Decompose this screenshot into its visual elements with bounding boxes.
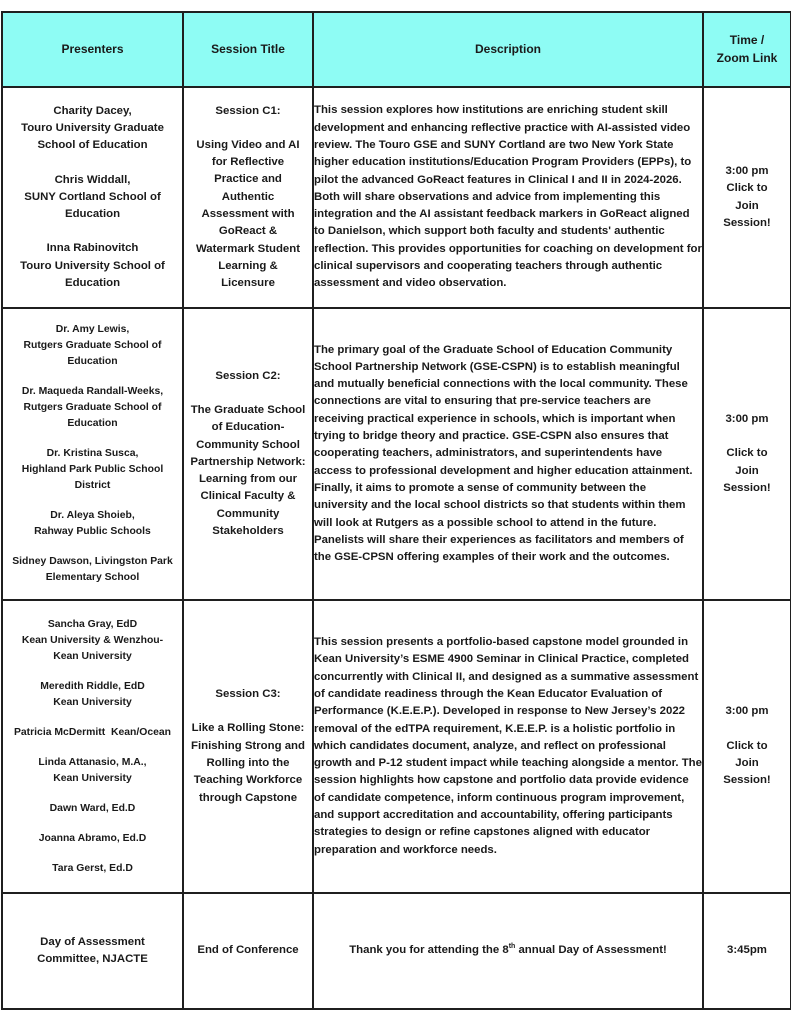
join-link-text[interactable]: Session! [723,216,771,229]
header-time-line2: Zoom Link [716,50,778,65]
description-cell: The primary goal of the Graduate School of Education Community School Partnership Network (GSE-CSPN) is to establish meaningful and mutually beneficial connections with the local community. These connections are vital to ensuring that pre-service teachers are receiving practical experience in schools, which is important when trying to bridge theory and practice. GSE-CSPN also ensures that cooperating teachers, administrators, and superintendents have access to professional development and higher education attainment. Finally, it aims to promote a sense of community between the university and the local school districts so that students within them will look at Rutgers as a possible school to attend in the future. Panelists will share their experiences as facilitators and members of the GSE-CPSN offering examples of their work and the outcomes. [313,308,703,600]
join-link-text[interactable]: Session! [723,481,771,494]
table-row-session-c3 [2,600,791,893]
join-link-text[interactable]: Join [735,757,759,769]
presenter-affiliation: Education [64,277,121,290]
presenter-affiliation: Rutgers Graduate School of [23,340,162,351]
presenter-affiliation: Touro University Graduate [21,121,164,134]
presenter-name: Dr. Kristina Susca, [46,448,139,459]
presenter-name: Charity Dacey, [53,104,132,117]
presenter-affiliation: Touro University School of [20,259,165,272]
join-session-link[interactable] [704,180,790,232]
presenter [3,172,182,224]
presenter [3,617,182,665]
description-cell [313,893,703,1009]
table-header-row [2,12,791,87]
spacer [704,721,790,738]
presenter-affiliation: Education [64,208,121,221]
table-row-end-of-conference [2,893,791,1009]
presenter-name: Sancha Gray, EdD [47,618,138,630]
description-cell: This session presents a portfolio-based capstone model grounded in Kean University’s ESME 4900 Seminar in Clinical Practice, completed concurrently with Clinical II, and designed as a summative assessment of candidate readiness through the Kean Educator Evaluation of Performance (K.E.E.P.). Developed in response to New Jersey’s 2022 removal of the edTPA requirement, K.E.E.P. is a holistic portfolio in which candidates document, analyze, and reflect on professional growth and P-12 student impact while teaching alongside a mentor. The session highlights how capstone and portfolio data provide evidence of candidate competence, inform continuous program improvement, and support accreditation and accountability, offering participants strategies to design or refine capstones aligned with educator preparation and workforce needs. [313,600,703,893]
presenter-name: Inna Rabinovitch [46,242,139,255]
session-title-cell: End of Conference [183,893,313,1009]
ordinal-suffix: th [508,943,516,951]
session-schedule-table [1,11,791,1010]
session-title: Like a Rolling Stone: Finishing Strong and Rolling into the Teaching Workforce through Capstone [191,722,305,804]
presenter-affiliation: SUNY Cortland School of [24,190,161,203]
session-time: 3:00 pm [725,705,769,718]
presenter-affiliation: Kean University [53,650,132,662]
committee-name: Day of Assessment [40,935,145,948]
session-time: 3:00 pm [725,412,769,425]
session-title: The Graduate School of Education-Community School Partnership Network: Learning from our Clinical Faculty & Community Stakeholders [190,403,306,538]
header-presenters: Presenters [2,12,183,87]
presenter [3,554,182,586]
presenter-name: Patricia McDermitt Kean/Ocean [13,726,172,738]
presenter [3,322,182,370]
presenter-name: Joanna Abramo, Ed.D [38,832,147,844]
session-label: Session C3: [215,688,281,701]
time-cell [703,308,791,600]
presenter-affiliation: Kean University [53,772,132,784]
time-cell: 3:45pm [703,893,791,1009]
header-description: Description [313,12,703,87]
presenter-name: Dr. Amy Lewis, [55,324,130,335]
join-link-text[interactable]: Click to [726,182,768,195]
session-title-cell [183,308,313,600]
session-title-cell [183,600,313,893]
presenter-affiliation: School of Education [37,139,148,152]
presenter-name: Meredith Riddle, EdD [40,680,145,692]
time-cell [703,600,791,893]
session-title: Using Video and AI for Reflective Practice and Authentic Assessment with GoReact & Watermark Student Learning & Licensure [195,138,300,290]
presenter-affiliation: Highland Park Public School [21,464,164,475]
presenter-name: Dawn Ward, Ed.D [49,802,136,814]
header-time-zoom [703,12,791,87]
presenter [3,240,182,292]
presenter-name: Chris Widdall, [54,173,131,186]
presenter-affiliation: Kean University [53,696,132,708]
presenter [3,508,182,540]
presenter [3,755,182,787]
presenters-cell [2,600,183,893]
header-session-title: Session Title [183,12,313,87]
description-cell: This session explores how institutions are enriching student skill development and enhancing reflective practice with AI-assisted video review. The Touro GSE and SUNY Cortland are two New York State higher education institutions/Education Program Providers (EPPs), to pilot the advanced GoReact features in Clinical I and II in 2024-2026. Both will share observations and advice from implementing this integration and the AI assistant feedback markers in GoReact aligned to Danielson, which support both faculty and students' authentic reflection. This provides opportunities for coaching on development for clinical supervisors and cooperating teachers through authentic assessment and video observation. [313,87,703,308]
table-row-session-c2 [2,308,791,600]
presenter [3,861,182,877]
join-session-link[interactable] [704,445,790,497]
presenter-affiliation: District [74,480,111,491]
presenter [3,831,182,847]
header-time-line1: Time / [729,33,765,48]
join-link-text[interactable]: Session! [723,774,771,787]
presenter [3,103,182,155]
presenters-cell [2,87,183,308]
presenter-affiliation: Education [67,418,118,429]
presenter-affiliation: Kean University & Wenzhou- [21,634,164,646]
presenter-affiliation: Education [67,356,118,367]
session-label: Session C2: [215,369,281,382]
session-time: 3:00 pm [725,164,769,177]
committee-name: Committee, NJACTE [37,953,148,965]
presenter-name: Dr. Maqueda Randall-Weeks, [21,386,164,397]
session-label: Session C1: [215,104,281,117]
time-cell [703,87,791,308]
presenter-affiliation: Elementary School [45,572,140,583]
join-session-link[interactable] [704,738,790,790]
closing-message: annual Day of Assessment! [515,944,667,957]
presenter-name: Dr. Aleya Shoieb, [50,510,135,521]
session-title-cell [183,87,313,308]
presenters-cell [2,893,183,1009]
presenter [3,725,182,741]
presenter [3,801,182,817]
presenter-affiliation: Rutgers Graduate School of [23,402,162,413]
presenter [3,384,182,432]
join-link-text[interactable]: Click to [726,447,768,460]
spacer [704,428,790,445]
presenter [3,446,182,494]
presenter-affiliation: Rahway Public Schools [34,526,151,537]
join-link-text[interactable]: Join [735,199,759,212]
join-link-text[interactable]: Click to [726,739,768,752]
presenter-name: Linda Attanasio, M.A., [38,756,147,768]
closing-message: Thank you for attending the 8 [349,944,509,957]
presenter-name: Sidney Dawson, Livingston Park [12,556,173,567]
presenter-name: Tara Gerst, Ed.D [52,862,133,874]
table-row-session-c1 [2,87,791,308]
join-link-text[interactable]: Join [735,464,759,477]
presenter [3,679,182,711]
presenters-cell [2,308,183,600]
